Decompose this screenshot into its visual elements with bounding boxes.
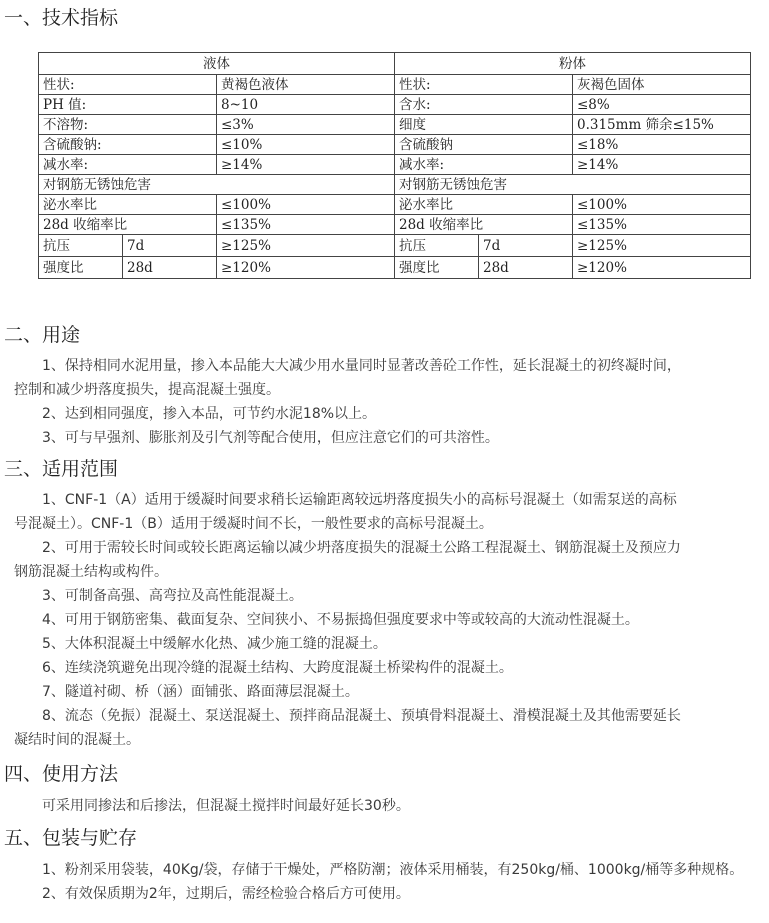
section-title-specs: 一、技术指标 [4, 7, 119, 29]
header-powder: 粉体 [395, 53, 751, 75]
powder-age: 7d [479, 235, 573, 257]
powder-label: 强度比 [395, 257, 479, 279]
liquid-value: ≥125% [217, 235, 395, 257]
powder-value: ≥14% [573, 155, 751, 175]
spec-table [38, 52, 751, 279]
header-liquid: 液体 [39, 53, 395, 75]
liquid-value: ≥14% [217, 155, 395, 175]
powder-value: 灰褐色固体 [573, 75, 751, 95]
scope-line: 8、流态（免振）混凝土、泵送混凝土、预拌商品混凝土、预填骨料混凝土、滑模混凝土及其他需要延长 [42, 708, 681, 724]
liquid-age: 28d [123, 257, 217, 279]
liquid-value: 黄褐色液体 [217, 75, 395, 95]
section-title-storage: 五、包装与贮存 [4, 827, 138, 849]
scope-line: 凝结时间的混凝土。 [14, 732, 140, 748]
scope-line: 7、隧道衬砌、桥（涵）面铺张、路面薄层混凝土。 [42, 684, 359, 700]
liquid-label: 减水率: [39, 155, 217, 175]
powder-label: 含水: [395, 95, 573, 115]
section-title-usage: 二、用途 [4, 324, 81, 346]
powder-label: 细度 [395, 115, 573, 135]
powder-value: ≤100% [573, 195, 751, 215]
powder-value: ≤135% [573, 215, 751, 235]
liquid-value: ≤10% [217, 135, 395, 155]
liquid-label: 泌水率比 [39, 195, 217, 215]
scope-line: 3、可制备高强、高弯拉及高性能混凝土。 [42, 588, 303, 604]
liquid-label: 28d 收缩率比 [39, 215, 217, 235]
usage-line: 2、达到相同强度，掺入本品，可节约水泥18%以上。 [42, 406, 377, 422]
liquid-value: ≤100% [217, 195, 395, 215]
scope-line: 钢筋混凝土结构或构件。 [14, 564, 168, 580]
method-line: 可采用同掺法和后掺法，但混凝土搅拌时间最好延长30秒。 [42, 798, 410, 814]
section-title-scope: 三、适用范围 [4, 458, 119, 480]
liquid-label: 强度比 [39, 257, 123, 279]
liquid-value: 8~10 [217, 95, 395, 115]
liquid-label: 性状: [39, 75, 217, 95]
scope-line: 6、连续浇筑避免出现冷缝的混凝土结构、大跨度混凝土桥梁构件的混凝土。 [42, 660, 513, 676]
scope-line: 1、CNF-1（A）适用于缓凝时间要求稍长运输距离较远坍落度损失小的高标号混凝土（如需泵送的高标 [42, 492, 677, 508]
usage-line: 1、保持相同水泥用量，掺入本品能大大减少用水量同时显著改善砼工作性，延长混凝土的初终凝时间， [42, 358, 681, 374]
liquid-label: 对钢筋无锈蚀危害 [39, 175, 395, 195]
powder-value: ≤18% [573, 135, 751, 155]
liquid-value: ≤135% [217, 215, 395, 235]
scope-line: 5、大体积混凝土中缓解水化热、减少施工缝的混凝土。 [42, 636, 387, 652]
powder-age: 28d [479, 257, 573, 279]
usage-line: 控制和减少坍落度损失，提高混凝土强度。 [14, 382, 280, 398]
usage-line: 3、可与早强剂、膨胀剂及引气剂等配合使用，但应注意它们的可共溶性。 [42, 430, 499, 446]
powder-label: 28d 收缩率比 [395, 215, 573, 235]
powder-value: 0.315mm 筛余≤15% [573, 115, 751, 135]
scope-line: 号混凝土）。CNF-1（B）适用于缓凝时间不长，一般性要求的高标号混凝土。 [14, 516, 493, 532]
liquid-label: 抗压 [39, 235, 123, 257]
powder-label: 对钢筋无锈蚀危害 [395, 175, 751, 195]
powder-value: ≥120% [573, 257, 751, 279]
powder-value: ≥125% [573, 235, 751, 257]
liquid-label: 含硫酸钠: [39, 135, 217, 155]
section-title-method: 四、使用方法 [4, 763, 119, 785]
liquid-label: 不溶物: [39, 115, 217, 135]
powder-label: 性状: [395, 75, 573, 95]
powder-label: 抗压 [395, 235, 479, 257]
liquid-value: ≥120% [217, 257, 395, 279]
liquid-label: PH 值: [39, 95, 217, 115]
scope-line: 2、可用于需较长时间或较长距离运输以减少坍落度损失的混凝土公路工程混凝土、钢筋混凝土及预应力 [42, 540, 681, 556]
scope-line: 4、可用于钢筋密集、截面复杂、空间狭小、不易振捣但强度要求中等或较高的大流动性混凝土。 [42, 612, 639, 628]
storage-line: 2、有效保质期为2年，过期后，需经检验合格后方可使用。 [42, 886, 410, 902]
powder-value: ≤8% [573, 95, 751, 115]
powder-label: 减水率: [395, 155, 573, 175]
storage-line: 1、粉剂采用袋装，40Kg/袋，存储于干燥处，严格防潮；液体采用桶装，有250kg/桶、1000kg/桶等多种规格。 [42, 862, 744, 878]
liquid-value: ≤3% [217, 115, 395, 135]
powder-label: 含硫酸钠 [395, 135, 573, 155]
powder-label: 泌水率比 [395, 195, 573, 215]
liquid-age: 7d [123, 235, 217, 257]
